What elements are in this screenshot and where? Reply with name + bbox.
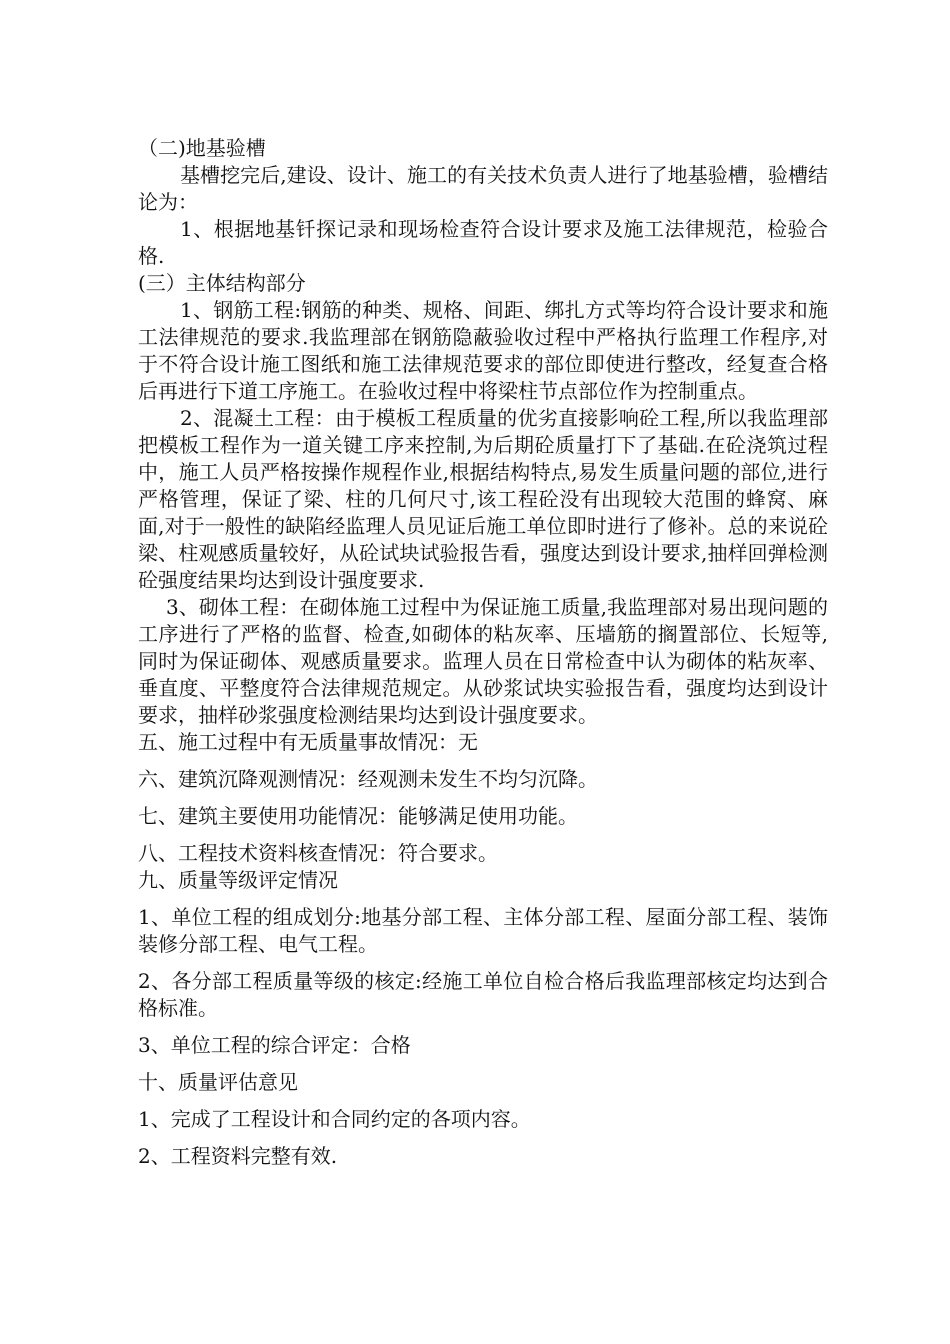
paragraph-foundation-conclusion: 1、根据地基钎探记录和现场检查符合设计要求及施工法律规范，检验合格. (138, 217, 828, 268)
document-body (138, 135, 828, 1170)
section-heading-main-structure: (三）主体结构部分 (138, 271, 306, 295)
paragraph-overall-assessment: 3、单位工程的综合评定：合格 (138, 1033, 411, 1057)
section-heading-quality-grade: 九、质量等级评定情况 (138, 868, 338, 892)
section-heading-main-functions: 七、建筑主要使用功能情况：能够满足使用功能。 (138, 804, 578, 828)
paragraph-data-complete: 2、工程资料完整有效. (138, 1144, 338, 1168)
paragraph-sub-project-grade: 2、各分部工程质量等级的核定:经施工单位自检合格后我监理部核定均达到合格标准。 (138, 969, 828, 1020)
paragraph-masonry-works: 3、砌体工程：在砌体施工过程中为保证施工质量,我监理部对易出现问题的工序进行了严格的监督、检查,如砌体的粘灰率、压墙筋的搁置部位、长短等,同时为保证砌体、观感质量要求。监理人员在日常检查中认为砌体的粘灰率、垂直度、平整度符合法律规范规定。从砂浆试块实验报告看，强度均达到设计要求，抽样砂浆强度检测结果均达到设计强度要求。 (138, 595, 828, 727)
section-heading-foundation-inspection: （二)地基验槽 (138, 136, 266, 160)
paragraph-foundation-intro: 基槽挖完后,建设、设计、施工的有关技术负责人进行了地基验槽，验槽结论为： (138, 163, 828, 214)
paragraph-design-contract-complete: 1、完成了工程设计和合同约定的各项内容。 (138, 1107, 531, 1131)
paragraph-rebar-works: 1、钢筋工程:钢筋的种类、规格、间距、绑扎方式等均符合设计要求和施工法律规范的要求.我监理部在钢筋隐蔽验收过程中严格执行监理工作程序,对于不符合设计施工图纸和施工法律规范要求的部位即使进行整改，经复查合格后再进行下道工序施工。在验收过程中将梁柱节点部位作为控制重点。 (138, 298, 828, 403)
paragraph-unit-composition: 1、单位工程的组成划分:地基分部工程、主体分部工程、屋面分部工程、装饰装修分部工程、电气工程。 (138, 905, 828, 956)
section-heading-quality-opinion: 十、质量评估意见 (138, 1070, 298, 1094)
paragraph-concrete-works: 2、混凝土工程：由于模板工程质量的优劣直接影响砼工程,所以我监理部把模板工程作为一道关键工序来控制,为后期砼质量打下了基础.在砼浇筑过程中，施工人员严格按操作规程作业,根据结构特点,易发生质量问题的部位,进行严格管理，保证了梁、柱的几何尺寸,该工程砼没有出现较大范围的蜂窝、麻面,对于一般性的缺陷经监理人员见证后施工单位即时进行了修补。总的来说砼梁、柱观感质量较好，从砼试块试验报告看，强度达到设计要求,抽样回弹检测砼强度结果均达到设计强度要求. (138, 406, 828, 592)
section-heading-technical-data: 八、工程技术资料核查情况：符合要求。 (138, 841, 498, 865)
section-heading-quality-accidents: 五、施工过程中有无质量事故情况：无 (138, 730, 478, 754)
section-heading-settlement: 六、建筑沉降观测情况：经观测未发生不均匀沉降。 (138, 767, 598, 791)
